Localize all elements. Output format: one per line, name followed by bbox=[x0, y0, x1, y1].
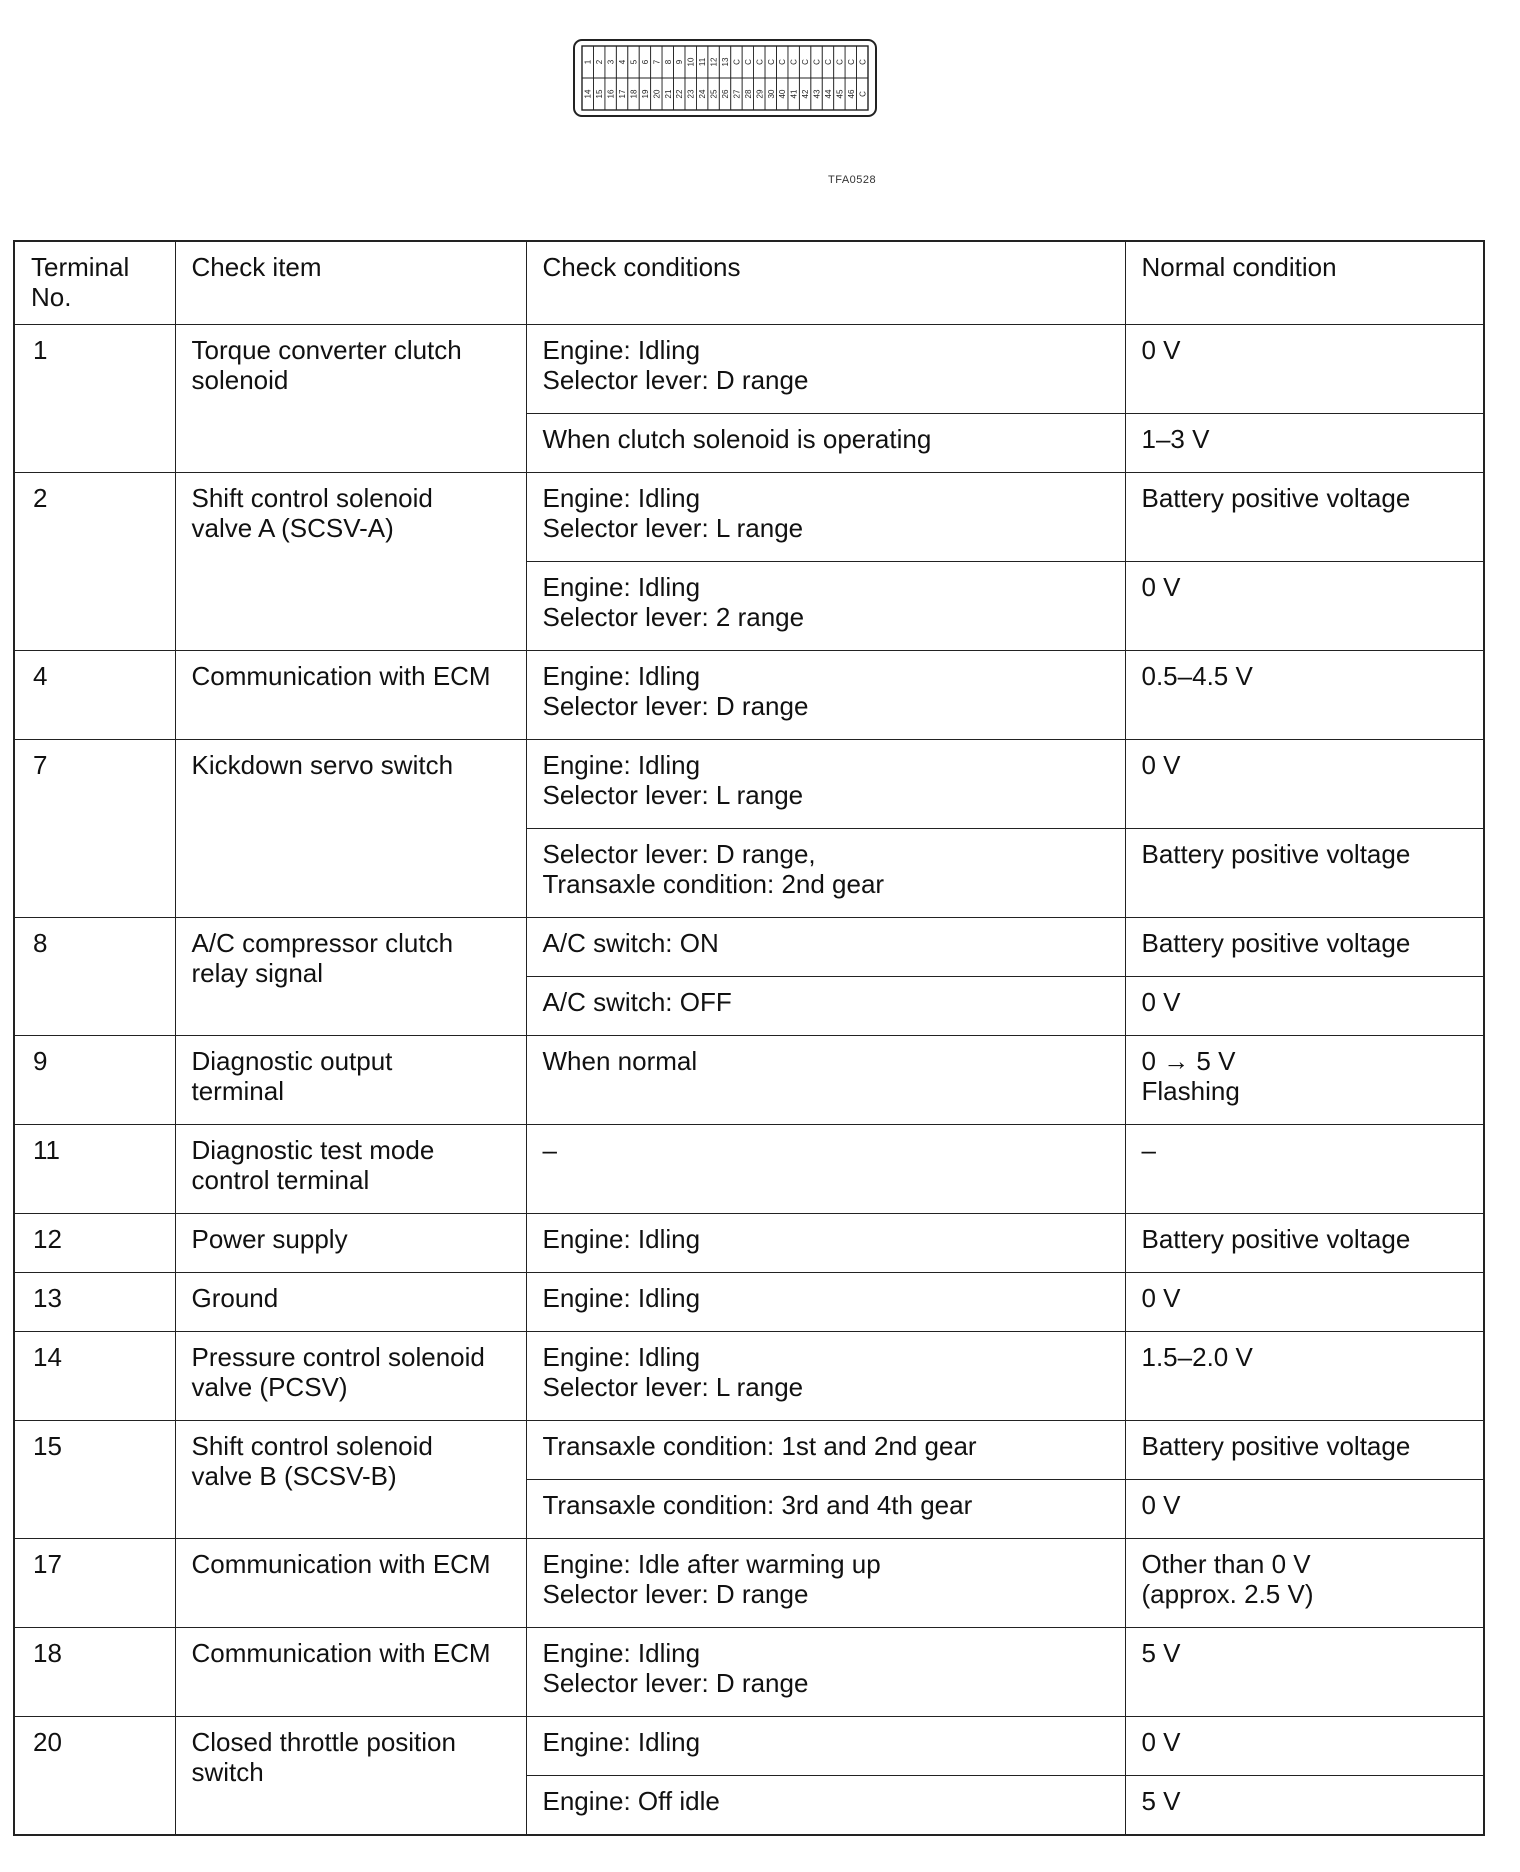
check-condition: Engine: Idling Selector lever: D range bbox=[526, 651, 1125, 740]
check-item: Communication with ECM bbox=[175, 1628, 526, 1717]
check-condition: A/C switch: OFF bbox=[526, 977, 1125, 1036]
terminal-number: 17 bbox=[14, 1539, 175, 1628]
terminal-number: 20 bbox=[14, 1717, 175, 1836]
check-condition: Engine: Idling Selector lever: 2 range bbox=[526, 562, 1125, 651]
normal-condition: 1.5–2.0 V bbox=[1125, 1332, 1484, 1421]
connector-pin-label: 46 bbox=[846, 89, 856, 99]
check-condition: Transaxle condition: 1st and 2nd gear bbox=[526, 1421, 1125, 1480]
connector-pin-label: C bbox=[778, 59, 788, 65]
connector-pin-label: C bbox=[801, 59, 811, 65]
connector-pin-label: 14 bbox=[583, 89, 593, 99]
terminal-number: 12 bbox=[14, 1214, 175, 1273]
connector-pin-label: C bbox=[835, 59, 845, 65]
connector-pin-label: C bbox=[766, 59, 776, 65]
connector-pin-label: 41 bbox=[789, 89, 799, 99]
terminal-number: 14 bbox=[14, 1332, 175, 1421]
check-item: Kickdown servo switch bbox=[175, 740, 526, 918]
connector-pin-label: C bbox=[789, 59, 799, 65]
check-item: Diagnostic output terminal bbox=[175, 1036, 526, 1125]
check-condition: Engine: Idling bbox=[526, 1273, 1125, 1332]
check-item: Ground bbox=[175, 1273, 526, 1332]
normal-condition: 0 V bbox=[1125, 1480, 1484, 1539]
terminal-number: 13 bbox=[14, 1273, 175, 1332]
connector-pin-label: 43 bbox=[812, 89, 822, 99]
connector-pin-label: 19 bbox=[640, 89, 650, 99]
connector-pin-label: 45 bbox=[835, 89, 845, 99]
normal-condition: 0 V bbox=[1125, 740, 1484, 829]
connector-pin-label: 26 bbox=[721, 89, 730, 99]
figure-code: TFA0528 bbox=[828, 174, 877, 186]
normal-condition: 0 → 5 V Flashing bbox=[1125, 1036, 1484, 1125]
check-condition: A/C switch: ON bbox=[526, 918, 1125, 977]
table-row bbox=[14, 1421, 1484, 1480]
connector-pin-label: 16 bbox=[606, 89, 616, 99]
normal-condition: Battery positive voltage bbox=[1125, 473, 1484, 562]
table-body bbox=[14, 325, 1484, 1836]
table-row bbox=[14, 1628, 1484, 1717]
terminal-number: 15 bbox=[14, 1421, 175, 1539]
table-row bbox=[14, 325, 1484, 414]
normal-condition: 0 V bbox=[1125, 1273, 1484, 1332]
connector-pin-label: 9 bbox=[675, 59, 685, 65]
connector-pin-label: 3 bbox=[606, 59, 616, 65]
check-item: Pressure control solenoid valve (PCSV) bbox=[175, 1332, 526, 1421]
normal-condition: 0 V bbox=[1125, 977, 1484, 1036]
connector-pin-label: 21 bbox=[663, 89, 673, 99]
connector-pin-label: 2 bbox=[595, 59, 605, 65]
check-condition: Engine: Off idle bbox=[526, 1776, 1125, 1836]
normal-condition: Other than 0 V (approx. 2.5 V) bbox=[1125, 1539, 1484, 1628]
normal-condition: Battery positive voltage bbox=[1125, 829, 1484, 918]
header-terminal-no: Terminal No. bbox=[14, 241, 175, 325]
check-condition: Engine: Idling bbox=[526, 1717, 1125, 1776]
connector-pin-label: 29 bbox=[755, 89, 765, 99]
connector-pin-label: 5 bbox=[629, 59, 639, 65]
connector-pin-label: 13 bbox=[721, 57, 730, 67]
connector-diagram bbox=[572, 38, 878, 118]
check-item: Shift control solenoid valve B (SCSV-B) bbox=[175, 1421, 526, 1539]
normal-condition: 5 V bbox=[1125, 1776, 1484, 1836]
normal-condition: – bbox=[1125, 1125, 1484, 1214]
check-condition: When normal bbox=[526, 1036, 1125, 1125]
connector-pin-label: C bbox=[743, 59, 753, 65]
check-item: A/C compressor clutch relay signal bbox=[175, 918, 526, 1036]
connector-pin-label: 40 bbox=[778, 89, 788, 99]
header-check-conditions: Check conditions bbox=[526, 241, 1125, 325]
table-row bbox=[14, 1125, 1484, 1214]
normal-condition: 5 V bbox=[1125, 1628, 1484, 1717]
check-condition: Engine: Idling Selector lever: D range bbox=[526, 1628, 1125, 1717]
connector-pin-label: 23 bbox=[686, 89, 696, 99]
normal-condition: Battery positive voltage bbox=[1125, 1421, 1484, 1480]
connector-pin-label: 11 bbox=[698, 57, 708, 67]
check-condition: When clutch solenoid is operating bbox=[526, 414, 1125, 473]
normal-condition: 0 V bbox=[1125, 1717, 1484, 1776]
connector-pin-label: 28 bbox=[743, 89, 753, 99]
table-row bbox=[14, 1214, 1484, 1273]
connector-pin-label: 30 bbox=[766, 89, 776, 99]
check-item: Communication with ECM bbox=[175, 651, 526, 740]
connector-pin-label: C bbox=[858, 91, 868, 97]
connector-pin-label: 27 bbox=[732, 89, 742, 99]
connector-pin-label: 15 bbox=[595, 89, 605, 99]
header-check-item: Check item bbox=[175, 241, 526, 325]
check-item: Communication with ECM bbox=[175, 1539, 526, 1628]
terminal-number: 2 bbox=[14, 473, 175, 651]
table-row bbox=[14, 651, 1484, 740]
terminal-table bbox=[13, 240, 1485, 1836]
connector-pin-label: 18 bbox=[629, 89, 639, 99]
connector-pin-label: C bbox=[846, 59, 856, 65]
connector-pin-label: C bbox=[858, 59, 868, 65]
connector-pin-label: 12 bbox=[709, 57, 719, 67]
table-row bbox=[14, 1273, 1484, 1332]
check-condition: Engine: Idle after warming up Selector lever: D range bbox=[526, 1539, 1125, 1628]
check-condition: Engine: Idling Selector lever: L range bbox=[526, 473, 1125, 562]
connector-pin-label: 24 bbox=[698, 89, 708, 99]
connector-pin-label: 1 bbox=[583, 59, 593, 65]
connector-pin-label: C bbox=[755, 59, 765, 65]
terminal-number: 4 bbox=[14, 651, 175, 740]
check-condition: Engine: Idling Selector lever: L range bbox=[526, 1332, 1125, 1421]
normal-condition: 0 V bbox=[1125, 562, 1484, 651]
terminal-number: 9 bbox=[14, 1036, 175, 1125]
normal-condition: 1–3 V bbox=[1125, 414, 1484, 473]
normal-condition: Battery positive voltage bbox=[1125, 1214, 1484, 1273]
connector-pin-label: 17 bbox=[618, 89, 628, 99]
check-condition: Selector lever: D range, Transaxle condition: 2nd gear bbox=[526, 829, 1125, 918]
table-row bbox=[14, 740, 1484, 829]
terminal-number: 11 bbox=[14, 1125, 175, 1214]
check-condition: Engine: Idling Selector lever: D range bbox=[526, 325, 1125, 414]
check-condition: – bbox=[526, 1125, 1125, 1214]
normal-condition: 0.5–4.5 V bbox=[1125, 651, 1484, 740]
terminal-number: 8 bbox=[14, 918, 175, 1036]
check-condition: Transaxle condition: 3rd and 4th gear bbox=[526, 1480, 1125, 1539]
connector-pin-label: 4 bbox=[618, 59, 628, 65]
connector-pin-label: 6 bbox=[640, 59, 650, 65]
table-row bbox=[14, 1717, 1484, 1776]
header-row bbox=[14, 241, 1484, 325]
table-row bbox=[14, 1539, 1484, 1628]
header-normal-condition: Normal condition bbox=[1125, 241, 1484, 325]
connector-pin-label: 7 bbox=[652, 59, 662, 65]
check-condition: Engine: Idling bbox=[526, 1214, 1125, 1273]
check-item: Closed throttle position switch bbox=[175, 1717, 526, 1836]
connector-pin-label: 25 bbox=[709, 89, 719, 99]
terminal-number: 7 bbox=[14, 740, 175, 918]
connector-pin-label: 20 bbox=[652, 89, 662, 99]
connector-pin-label: 42 bbox=[801, 89, 811, 99]
connector-pin-label: 44 bbox=[823, 89, 833, 99]
terminal-number: 18 bbox=[14, 1628, 175, 1717]
check-item: Diagnostic test mode control terminal bbox=[175, 1125, 526, 1214]
table-row bbox=[14, 473, 1484, 562]
connector-pin-label: C bbox=[823, 59, 833, 65]
connector-pin-label: C bbox=[812, 59, 822, 65]
check-item: Torque converter clutch solenoid bbox=[175, 325, 526, 473]
terminal-number: 1 bbox=[14, 325, 175, 473]
connector-pin-label: 8 bbox=[663, 59, 673, 65]
table-row bbox=[14, 1036, 1484, 1125]
normal-condition: Battery positive voltage bbox=[1125, 918, 1484, 977]
table-row bbox=[14, 918, 1484, 977]
check-item: Power supply bbox=[175, 1214, 526, 1273]
connector-pin-label: 22 bbox=[675, 89, 685, 99]
connector-pin-label: 10 bbox=[686, 57, 696, 67]
table-row bbox=[14, 1332, 1484, 1421]
normal-condition: 0 V bbox=[1125, 325, 1484, 414]
check-item: Shift control solenoid valve A (SCSV-A) bbox=[175, 473, 526, 651]
check-condition: Engine: Idling Selector lever: L range bbox=[526, 740, 1125, 829]
connector-pin-label: C bbox=[732, 59, 742, 65]
